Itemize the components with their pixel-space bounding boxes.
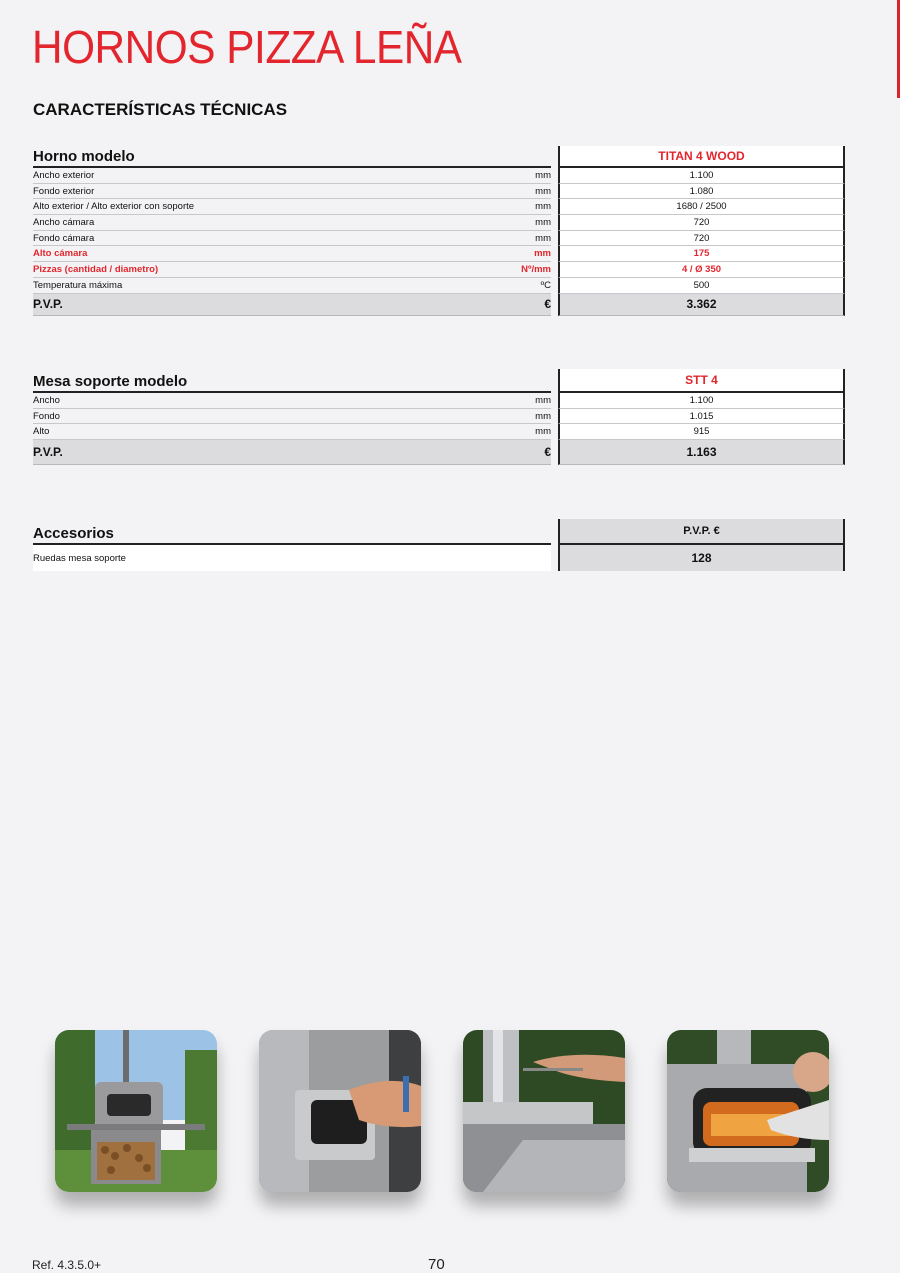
spec-unit: ºC [540,279,551,291]
spec-label: Alto exterior / Alto exterior con soporte [33,201,195,213]
spec-unit: mm [535,201,551,213]
spec-row [33,184,845,200]
spec-value: 1.015 [558,409,845,425]
stand-table-header [33,369,845,393]
spec-unit: mm [535,394,551,406]
oven-price-value: 3.362 [558,294,845,316]
spec-value: 720 [558,215,845,231]
oven-spec-table [33,146,845,316]
spec-label: Ancho cámara [33,216,95,228]
spec-label: Pizzas (cantidad / diametro) [33,263,159,275]
spec-value: 500 [558,278,845,294]
spec-row [33,215,845,231]
spec-label: Temperatura máxima [33,279,123,291]
oven-table-header [33,146,845,168]
spec-value: 1.100 [558,168,845,184]
spec-label: Fondo [33,410,60,422]
page-title: HORNOS PIZZA LEÑA [32,21,462,73]
stand-price-label: P.V.P. [33,445,63,460]
spec-value: 4 / Ø 350 [558,262,845,278]
spec-row [33,199,845,215]
spec-label: Alto [33,426,50,438]
spec-unit: mm [535,169,551,181]
accessory-price: 128 [558,545,845,571]
spec-row [33,262,845,278]
spec-row [33,231,845,247]
spec-row [33,393,845,409]
accessories-header-label: Accesorios [33,519,551,545]
spec-label: Fondo cámara [33,232,95,244]
door-handle-photo [259,1030,421,1192]
page-number: 70 [428,1256,445,1273]
reference-code: Ref. 4.3.5.0+ [32,1258,102,1272]
spec-row [33,278,845,294]
spec-row [33,409,845,425]
stand-header-label: Mesa soporte modelo [33,369,551,393]
spec-label: Alto cámara [33,248,88,260]
accessories-price-header: P.V.P. € [558,519,845,545]
spec-unit: Nº/mm [521,263,551,275]
chef-baking-photo [667,1030,829,1192]
accessories-table [33,519,845,571]
spec-row [33,246,845,262]
spec-value: 1680 / 2500 [558,199,845,215]
accessory-row [33,545,845,571]
spec-label: Ancho [33,394,60,406]
oven-price-row [33,294,845,316]
stand-spec-table [33,369,845,465]
spec-unit: mm [535,232,551,244]
spec-unit: mm [535,216,551,228]
spec-unit: mm [535,185,551,197]
oven-header-label: Horno modelo [33,146,551,168]
oven-model-name: TITAN 4 WOOD [558,146,845,168]
spec-row [33,424,845,440]
oven-price-unit: € [544,297,551,311]
stand-model-name: STT 4 [558,369,845,393]
spec-value: 1.100 [558,393,845,409]
spec-row [33,168,845,184]
spec-label: Ancho exterior [33,169,95,181]
spec-value: 915 [558,424,845,440]
accessories-header [33,519,845,545]
oven-outdoor-photo [55,1030,217,1192]
spec-unit: mm [535,410,551,422]
chimney-valve-photo [463,1030,625,1192]
spec-value: 1.080 [558,184,845,200]
spec-unit: mm [534,248,551,260]
spec-value: 175 [558,246,845,262]
spec-label: Fondo exterior [33,185,95,197]
accessory-label: Ruedas mesa soporte [33,545,551,571]
section-title: CARACTERÍSTICAS TÉCNICAS [33,100,288,119]
spec-value: 720 [558,231,845,247]
product-photos [55,1030,829,1192]
stand-price-unit: € [544,445,551,460]
stand-price-value: 1.163 [558,440,845,465]
spec-unit: mm [535,426,551,438]
stand-price-row [33,440,845,465]
oven-price-label: P.V.P. [33,297,63,311]
